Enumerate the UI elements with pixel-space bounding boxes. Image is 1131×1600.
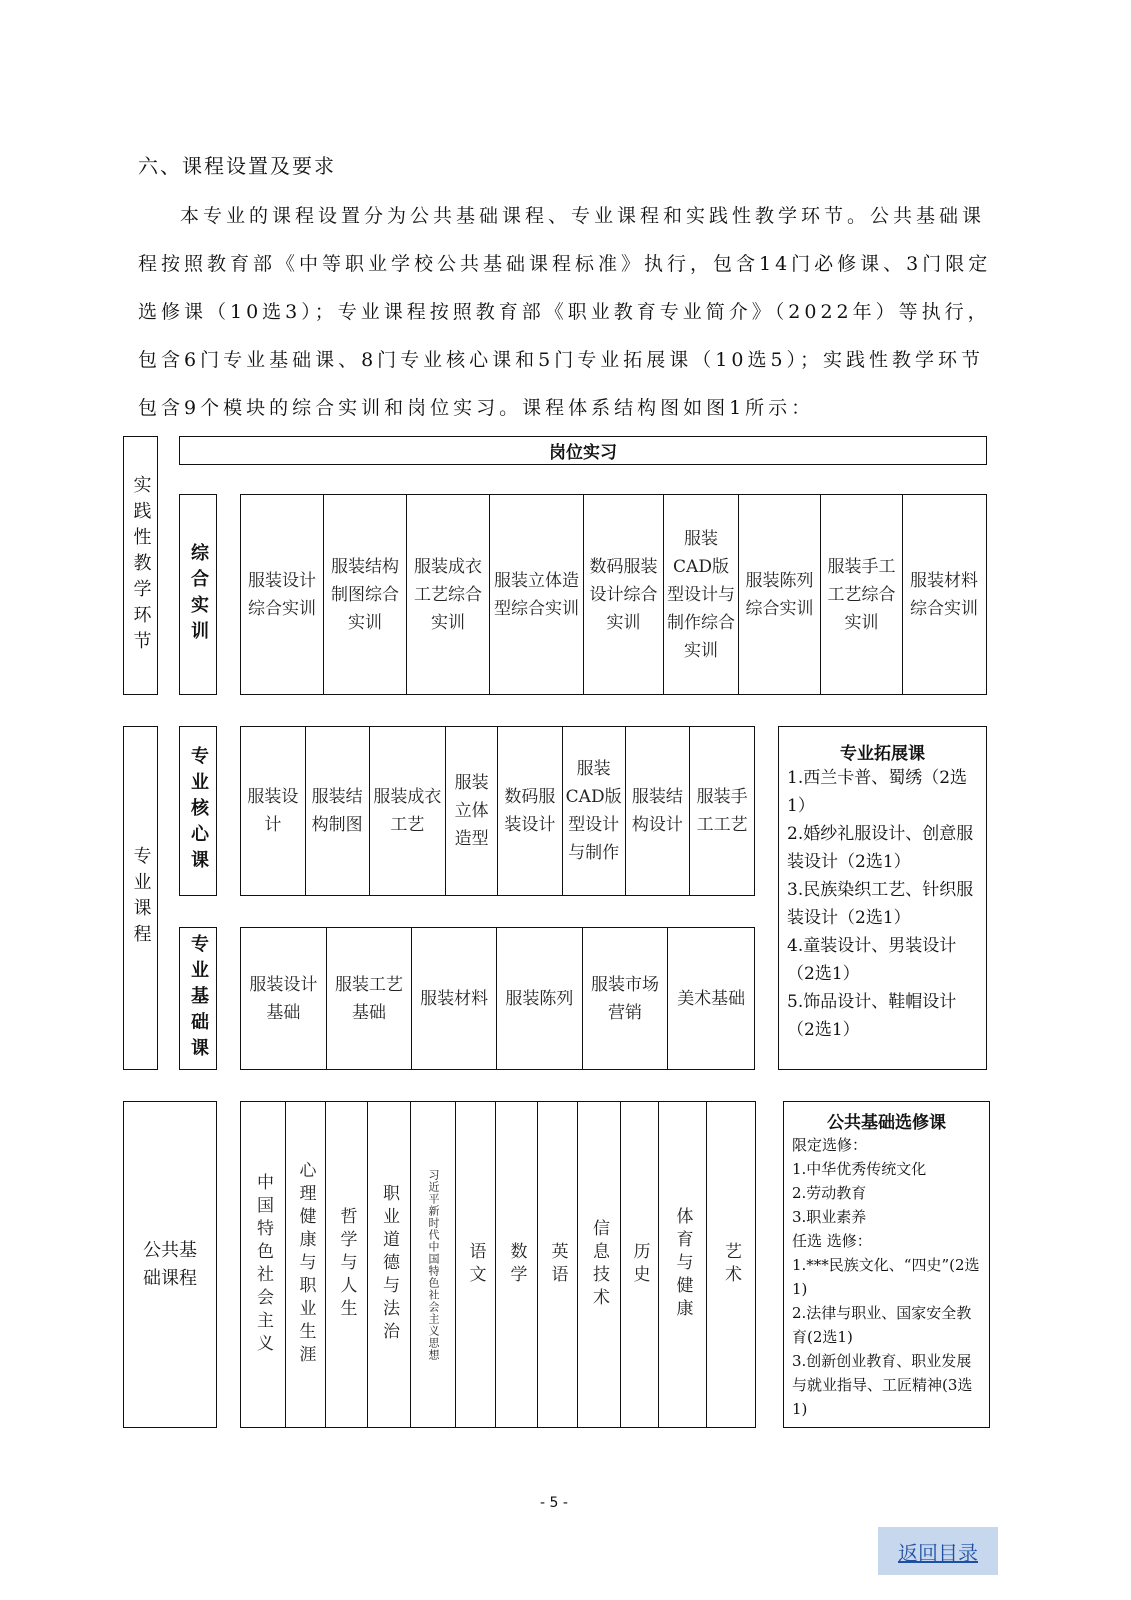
public-item: [621, 1102, 659, 1427]
basic-label-box: [179, 927, 217, 1070]
practice-item: 服装手工工艺综合实训: [821, 495, 903, 694]
public-item-text: 习近平新时代中国特色社会主义思想: [427, 1168, 440, 1361]
public-item: [241, 1102, 286, 1427]
extension-item: 1.西兰卡普、蜀绣（2选1）: [787, 768, 968, 816]
public-item: [456, 1102, 496, 1427]
practice-item: 服装立体造型综合实训: [490, 495, 584, 694]
public-item: [578, 1102, 621, 1427]
public-item: [496, 1102, 538, 1427]
public-item-text: 体育与健康: [672, 1207, 693, 1322]
basic-item: 服装材料: [412, 928, 497, 1069]
practice-item: 服装设计综合实训: [241, 495, 324, 694]
practice-label: 实践性教学环节: [130, 474, 152, 657]
public-item: [707, 1102, 755, 1427]
public-label-box: [123, 1101, 217, 1428]
core-item: 服装手工工艺: [696, 787, 748, 835]
public-item-text: 职业道德与法治: [379, 1184, 399, 1345]
core-table: [240, 726, 755, 896]
core-item: 服装立体造型: [446, 727, 498, 895]
elective-line: 3.创新创业教育、职业发展与就业指导、工匠精神(3选1): [792, 1352, 973, 1418]
elective-line: 限定选修：: [792, 1136, 868, 1154]
public-item: [368, 1102, 411, 1427]
core-item: 服装成衣工艺: [370, 727, 447, 895]
public-item-text: 信息技术: [589, 1218, 609, 1311]
core-item: 服装设计: [241, 727, 306, 895]
public-item: [538, 1102, 578, 1427]
elective-line: 3.职业素养: [792, 1208, 867, 1226]
elective-box: [783, 1101, 990, 1428]
elective-line: 1.中华优秀传统文化: [792, 1160, 927, 1178]
public-item-text: 历史: [629, 1241, 650, 1288]
practice-item: 服装结构制图综合实训: [324, 495, 407, 694]
public-item-text: 中国特色社会主义: [253, 1172, 273, 1357]
public-item-text: 哲学与人生: [336, 1207, 357, 1322]
public-item: [411, 1102, 456, 1427]
basic-item: 服装工艺基础: [327, 928, 413, 1069]
back-to-contents-link[interactable]: 返回目录: [878, 1527, 998, 1575]
basic-item: 服装市场营销: [583, 928, 669, 1069]
practice-item: 服装CAD版型设计与制作综合实训: [664, 495, 739, 694]
extension-item: 4.童装设计、男装设计（2选1）: [787, 936, 957, 984]
core-item: 服装CAD版型设计与制作: [563, 727, 626, 895]
basic-label: 专业基础课: [188, 933, 209, 1064]
public-item-text: 艺术: [721, 1241, 741, 1288]
extension-title: 专业拓展课: [840, 744, 925, 764]
public-item: [286, 1102, 326, 1427]
basic-item: 服装设计基础: [241, 928, 327, 1069]
core-item: 服装结构制图: [306, 727, 370, 895]
practice-item: 服装成衣工艺综合实训: [407, 495, 490, 694]
elective-line: 2.劳动教育: [792, 1184, 867, 1202]
elective-title: 公共基础选修课: [827, 1113, 946, 1133]
professional-label: 专业课程: [130, 846, 152, 950]
public-item-text: 数学: [506, 1241, 527, 1288]
public-item-text: 英语: [547, 1241, 568, 1288]
practice-item: 服装材料综合实训: [910, 570, 978, 619]
extension-item: 3.民族染织工艺、针织服装设计（2选1）: [787, 880, 974, 928]
public-item: [659, 1102, 707, 1427]
professional-label-box: [123, 726, 158, 1070]
public-table: [240, 1101, 756, 1428]
basic-item: 美术基础: [677, 988, 746, 1009]
body-paragraph: 本专业的课程设置分为公共基础课程、专业课程和实践性教学环节。公共基础课程按照教育部《中等职业学校公共基础课程标准》执行，包含14门必修课、3门限定选修课（10选3）；专业课程按照教育部《职业教育专业简介》（2022年）等执行，包含6门专业基础课、8门专业核心课和5门专业拓展课（10选5）；实践性教学环节包含9个模块的综合实训和岗位实习。课程体系结构图如图1所示：: [138, 205, 992, 419]
elective-line: 1.***民族文化、“四史”(2选1): [792, 1256, 980, 1298]
extension-item: 2.婚纱礼服设计、创意服装设计（2选1）: [787, 824, 974, 872]
comprehensive-label: 综合实训: [188, 542, 209, 647]
practice-label-box: [123, 436, 158, 695]
page-number: - 5 -: [540, 1495, 568, 1511]
core-label-box: [179, 726, 217, 896]
internship-label: 岗位实习: [549, 443, 617, 463]
basic-table: [240, 927, 755, 1070]
comprehensive-table: [240, 494, 987, 695]
practice-item: 数码服装设计综合实训: [584, 495, 664, 694]
public-item: [326, 1102, 368, 1427]
internship-box: [179, 436, 987, 465]
public-item-text: 语文: [465, 1241, 486, 1288]
comprehensive-label-box: [179, 494, 217, 695]
extension-box: [778, 726, 987, 1070]
core-item: 数码服装设计: [498, 727, 563, 895]
section-heading: 六、课程设置及要求: [138, 154, 336, 178]
elective-line: 任选 选修：: [792, 1232, 872, 1250]
elective-line: 2.法律与职业、国家安全教育(2选1): [792, 1304, 972, 1346]
practice-item: 服装陈列综合实训: [739, 495, 821, 694]
basic-item: 服装陈列: [497, 928, 583, 1069]
extension-item: 5.饰品设计、鞋帽设计（2选1）: [787, 992, 957, 1040]
public-item-text: 心理健康与职业生涯: [295, 1161, 316, 1368]
core-item: 服装结构设计: [626, 727, 691, 895]
public-label: 公共基础课程: [143, 1239, 197, 1289]
core-label: 专业核心课: [188, 746, 209, 876]
